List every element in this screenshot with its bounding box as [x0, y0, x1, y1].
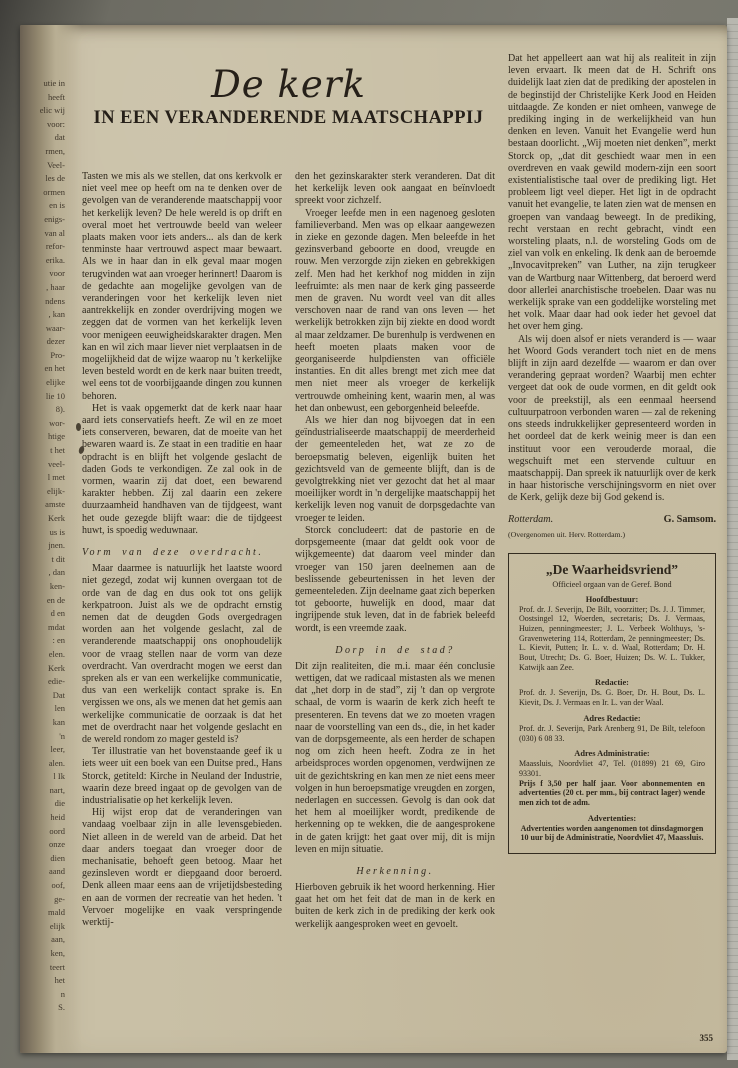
col1-intro — [82, 171, 282, 537]
ad-section-text: Prof. dr. J. Severijn, Park Arenberg 91, De Bilt, telefoon (030) 6 08 33. — [519, 723, 705, 743]
ink-mark — [76, 423, 81, 431]
paragraph: Maar daarmee is natuurlijk het laatste woord niet gezegd, zodat wij kunnen overgaan tot de orde van de dag en dus ook tot ons gelijk kerkpatroon. Juist als we de opdracht ernstig nemen dat de deugden Gods overgedragen worden aan het volgende geslacht, zal de veranderende maatschappij ons onophoudelijk voor de vraag stellen naar de vorm van deze overdracht. Van overdracht mogen we eerst dan spreken als er van een werkelijke communicatie, dus van een werkelijk contact sprake is. En vergissen we ons, als we menen dat het gemis aan werkelijke communicatie de oorzaak is dat het met de overdracht naar het volgende geslacht en de wereld rondom zo mager gesteld is? — [82, 563, 282, 745]
text-fragment: het — [54, 975, 65, 986]
text-fragment: ken- — [49, 580, 65, 591]
text-fragment: edie- — [48, 676, 65, 687]
spine-gutter — [20, 25, 82, 1053]
article-left-pane — [82, 53, 495, 931]
ad-section-text: Prof. dr. J. Severijn, De Bilt, voorzitter; Ds. J. J. Timmer, Oostsingel 12, Woerden, secretaris; Ds. J. Vermaas, Huizen, penningmeester; J. L. Verbeek Wolthuys, 's-Gravenwetering 114, Rotterdam, 2e penningmeester; Ds. L. Kievit, Putten; Ir. L. v. d. Waal, Rotterdam; Dr. H. Bout, Utrecht; Ds. G. Boer, Huizen; Ds. W. L. Tukker, Katwijk aan Zee. — [519, 604, 705, 672]
text-fragment: wor- — [49, 417, 65, 428]
column-2 — [295, 171, 495, 931]
text-fragment: Veel- — [47, 159, 65, 170]
ad-sections — [519, 595, 705, 844]
text-fragment: , haar — [46, 281, 65, 292]
text-fragment: n — [60, 988, 65, 999]
text-fragment: Kerk — [48, 513, 65, 523]
text-fragment: waar- — [45, 322, 65, 333]
ad-section-heading: Adres Administratie: — [574, 749, 650, 759]
page-number: 355 — [699, 1033, 713, 1043]
text-fragment: Kerk — [48, 662, 65, 673]
ad-section — [519, 814, 705, 843]
text-fragment: rmen, — [45, 145, 65, 156]
text-fragment: nart, — [49, 784, 65, 795]
text-fragment: elijk- — [47, 485, 65, 496]
text-fragment: , dan — [48, 567, 65, 578]
signature-place: Rotterdam. — [508, 513, 554, 525]
text-fragment: htige — [48, 431, 65, 442]
text-fragment: Pro- — [50, 349, 65, 360]
ad-section-text: Maassluis, Noordvliet 47, Tel. (01899) 21 69, Giro 93301. — [519, 759, 705, 778]
text-fragment: ge- — [54, 893, 65, 904]
ad-section-heading: Adres Redactie: — [583, 713, 641, 723]
text-fragment: 8). — [55, 404, 65, 415]
text-fragment: dien — [50, 852, 65, 863]
text-fragment: l met — [47, 472, 65, 483]
article — [82, 53, 716, 931]
ad-section-heading: Hoofdbestuur: — [585, 594, 639, 604]
previous-page-text-fragments — [20, 77, 65, 1015]
text-fragment: len — [54, 703, 65, 714]
col3-paragraphs — [508, 53, 716, 505]
paragraph: Vroeger leefde men in een nagenoeg gesloten familieverband. Men was op elkaar aangewezen in zieke en gezonde dagen. Men beleefde in het gezinsverband geboorte en dood, vreugde en rouw. Men verzorgde zijn zieken en gebrekkigen zelf. Men had het kerkhof nog midden in zijn leefruimte: als men naar de kerk ging passeerde men de graven. Nu wordt veel van dit alles verschoven naar de rand van ons leven — het werkelijk betrokken zijn bij ziekte en dood wordt al maar zeldzamer. De burenhulp is verdwenen en heeft moeten plaats maken voor de georganiseerde hulpdiensten van officiële instanties. En dit alles brengt met zich mee dat men niet meer als vroeger de kerkelijk vertrouwde omheining kent, waarin men, al was het dan onbewust, een geborgenheid beleefde. — [295, 207, 495, 414]
magazine-page — [20, 25, 727, 1053]
text-fragment: en is — [49, 200, 65, 211]
column-1 — [82, 171, 282, 931]
text-fragment: les de — [45, 173, 65, 184]
text-fragment: t het — [50, 445, 65, 456]
text-fragment: dat — [54, 132, 65, 143]
paragraph: Tasten we mis als we stellen, dat ons kerkvolk er niet veel mee op heeft om na te denken over de gevolgen van de veranderende maatschappij voor het kerkelijk leven? De hele wereld is op drift en overal moet het vertrouwde beeld van weleer plaats maken voor iets anders... als dan de kerk tenminste haar vertrouwd aspect maar bewaart. Als we in haar dan in elk geval maar mogen terugvinden wat aan vroeger herinnert! Daarom is de gedachte aan mogelijke gevolgen van de veranderingen voor het kerkelijk leven niet aantrekkelijk en zonder overdrijving mogen we zeggen dat de vormen van het kerkelijk leven voor menigeen eeuwigheidskarakter dragen. Men kan en wil zich maar liever niet verplaatsen in de mogelijkheid dat de wijze waarop nu 't kerkelijke leven besteld wordt en de kerk naar buiten treedt, wel eens tot de voorbijgaande dingen zou kunnen behoren. — [82, 171, 282, 402]
paragraph: Storck concludeert: dat de pastorie en de dorpsgemeente (maar dat geldt ook voor de wijkgemeente) dat daarom veel minder dan vroeger van 150 jaren deelnemen aan de beslissende gebeurtenissen in het leven der gemeenteleden. Zijn deelname gaat zich beperken tot geboorte, huwelijk en dood, maar dat ingrijpende stuk leven, dat in de fabriek beleefd wordt, is een vreemde zaak. — [295, 524, 495, 634]
text-fragment: onze — [48, 839, 65, 850]
attribution-note: (Overgenomen uit. Herv. Rotterdam.) — [508, 529, 626, 539]
ad-section — [519, 749, 705, 778]
text-fragment: enigs- — [44, 213, 65, 224]
text-fragment: veel- — [48, 458, 65, 469]
paragraph: Hierboven gebruik ik het woord herkenning. Hier gaat het om het feit dat de man in de kerk en buiten de kerk zich in de prediking der kerk ook werkelijk aangesproken weet en gevoelt. — [295, 881, 495, 930]
section-heading-vorm: Vorm van deze overdracht. — [82, 547, 264, 559]
paragraph: Het is vaak opgemerkt dat de kerk naar haar aard iets conservatiefs heeft. Ze wil en ze moet iets conserveren, bewaren, dat de moeite van het bewaren waard is. Ze staat in een traditie en haar opdracht is en blijft het volgende geslacht de daden Gods te verkondigen. Ze zal ook in de vormen, waarin zij dat doet, een bewarend karakter hebben. Zij zal daarin een zekere duurzaamheid handhaven van de tijdgeest, want het oude gezegde blijft waar: die de tijdgeest huwt, is spoedig weduwnaar. — [82, 402, 282, 536]
text-fragment: t dit — [51, 553, 65, 564]
ad-title: „De Waarheidsvriend” — [545, 561, 679, 577]
text-fragment: kan — [52, 716, 65, 727]
text-fragment: mdat — [48, 621, 65, 632]
paragraph: Als wij doen alsof er niets veranderd is — waar het Woord Gods verandert toch niet en de mens blijft in zijn aard dezelfde — waarom er dan over verandering gepraat worden? Waarbij men echter vergeet dat ook de oude vormen, en dit geldt ook voor de preekstijl, als een eenmaal heersend cultuurpatroon verbonden waren — zal de rekening ons steeds indrukkelijker gepresenteerd worden in het oordeel dat de kerk weinig meer is dan een instituut voor een verouderde moraal, die wegschuift met een stervende cultuur en maatschappij. Dan spreek ik natuurlijk over de kerk in haar historische verschijningsvorm en niet over de Kerk, gelijk deze bij God gekend is. — [508, 333, 716, 504]
paragraph: Als we hier dan nog bijvoegen dat in een geïndustrialiseerde maatschappij de meerderheid der gemeenteleden het, wat ze zo de beroepsmatig beleven, eigenlijk buiten het gezichtsveld van de gemeente blijft, dan is de gevolgtrekking niet ver gezocht dat het al maar moeilijker wordt in 'n dergelijke maatschappij het kerkelijk leven nog vanuit de dorpsgedachte van vroeger te leiden. — [295, 415, 495, 524]
text-fragment: Dat — [52, 689, 65, 700]
ad-section-text: Prijs f 3,50 per half jaar. Voor abonnementen en advertenties (20 ct. per mm., bij contract lager) wende men zich tot de adm. — [519, 778, 705, 808]
text-fragment: d en — [50, 608, 65, 619]
article-title — [82, 63, 495, 171]
advertisement-box — [508, 553, 716, 855]
text-fragment: dezer — [46, 336, 65, 347]
text-fragment: ndens — [45, 295, 65, 306]
text-fragment: van al — [44, 227, 65, 238]
paragraph: den het gezinskarakter sterk veranderen. Dat dit het kerkelijk leven ook aangaat en beïnvloedt spreekt voor zichzelf. — [295, 171, 495, 207]
section-heading-dorp: Dorp in de stad? — [335, 644, 455, 656]
text-fragment: utie in — [43, 78, 65, 88]
col1-rest — [82, 563, 282, 929]
two-column-body — [82, 171, 495, 931]
text-fragment: S. — [58, 1002, 65, 1013]
page-fore-edge — [727, 18, 738, 1060]
text-fragment: aand — [48, 866, 65, 877]
text-fragment: oord — [49, 825, 65, 836]
ad-section — [519, 678, 705, 707]
ad-section-text: Prof. dr. J. Severijn, Ds. G. Boer, Dr. H. Bout, Ds. L. Kievit, Ds. J. Vermaas en Ir. L. van der Waal. — [519, 688, 705, 708]
text-fragment: oof, — [51, 880, 65, 891]
text-fragment: elen. — [48, 648, 65, 659]
ad-section — [519, 595, 705, 673]
text-fragment: refor- — [45, 241, 65, 252]
article-title-script: De kerk — [211, 63, 366, 106]
text-fragment: en de — [46, 594, 65, 605]
ad-section-heading: Redactie: — [595, 678, 629, 688]
text-fragment: ormen — [43, 186, 65, 197]
text-fragment: lie 10 — [45, 390, 65, 401]
text-fragment: heeft — [48, 91, 65, 102]
text-fragment: , kan — [48, 309, 65, 320]
text-fragment: us is — [49, 526, 65, 537]
paragraph: Ter illustratie van het bovenstaande geef ik u iets weer uit een boek van een Duitse pred., Hans Storck, getiteld: Kirche in Neuland der Industrie, waarin deze breed ingaat op de gevolgen van de industrialisatie op het kerkelijk leven. — [82, 746, 282, 806]
text-fragment: erika. — [45, 254, 65, 265]
ad-section-heading: Advertenties: — [587, 813, 637, 823]
col2-top — [295, 171, 495, 635]
text-fragment: leer, — [50, 744, 65, 755]
ad-section-text: Advertenties worden aangenomen tot dinsdagmorgen 10 uur bij de Administratie, Noordvliet 47, Maassluis. — [520, 823, 704, 843]
text-fragment: l Ik — [53, 771, 65, 782]
section-heading-herkenning: Herkenning. — [356, 865, 434, 877]
text-fragment: elijk — [49, 920, 65, 931]
text-fragment: en het — [44, 363, 65, 374]
text-fragment: : en — [52, 635, 65, 646]
text-fragment: jnen. — [48, 540, 65, 551]
signature-row — [508, 514, 716, 525]
ad-section — [519, 779, 705, 808]
column-3 — [508, 53, 716, 931]
text-fragment: voor — [49, 268, 65, 279]
text-fragment: teert — [49, 961, 65, 972]
signature-name: G. Samsom. — [663, 513, 716, 525]
col2-end — [295, 882, 495, 931]
col2-mid — [295, 661, 495, 856]
paragraph: Dat het appelleert aan wat hij als realiteit in zijn leven ervaart. Ik meen dat de H. Schrift ons duidelijk laat zien dat de prediking der apostelen in de beginstijd der Christelijke Kerk Jood en Heiden uitdaagde. Ze konden er niet omheen, vanwege de prediking inging in de werkelijkheid van hun denken en leven. Vanuit het Evangelie werd hun bestaan doorlicht. „Wij moeten niet denken”, merkt Storck op, „dat dit geschiedt waar men in een overdreven en vaak gewild modern-zijn een soort existentialistische taal over de prediking ligt. Het probleem ligt veel dieper. Het ligt in de opdracht vanuit het evangelie, te laten zien wat de mensen en groepen van vandaag beweegt. In de prediking, recht verstaan en recht gebracht, vindt een worsteling plaats, n.l. de worsteling Gods om de ziel van volk en enkeling. Ik denk aan de beroemde „Invocavitpreken” van Luther, na zijn terugkeer van de Wartburg naar Wittenberg, dat beroerd werd door allerlei anarchistische troebelen. Daar was nu werkelijk sprake van een goddelijke worsteling met het volk. Maar daar had ook ieder het gevoel dat het over hem ging. — [508, 53, 716, 333]
text-fragment: mald — [48, 907, 65, 918]
text-fragment: die — [54, 798, 65, 809]
text-fragment: alen. — [48, 757, 65, 768]
paragraph: Hij wijst erop dat de veranderingen van vandaag voelbaar zijn in alle levensgebieden. Niet alleen in de wereld van de arbeid. Dat het daar anders toegaat dan vroeger door de mechanisatie, behoeft geen betoog. Maar het gezinsleven wordt er diepgaand door beroerd. Denk alleen maar eens aan de vrijetijdsbesteding en aan de vormen der recreatie van het heden. 't Vervoer mogelijke en vaak verspringende werktij- — [82, 807, 282, 928]
text-fragment: 'n — [59, 730, 65, 741]
text-fragment: amste — [45, 499, 65, 510]
text-fragment: heid — [50, 812, 65, 823]
text-fragment: voor: — [47, 118, 65, 129]
article-title-caps: IN EEN VERANDERENDE MAATSCHAPPIJ — [93, 108, 484, 128]
ad-section — [519, 714, 705, 743]
text-fragment: elic wij — [39, 105, 65, 116]
text-fragment: aan, — [51, 934, 65, 945]
text-fragment: ken, — [50, 948, 65, 958]
ad-subtitle: Officieel orgaan van de Geref. Bond — [552, 579, 672, 589]
paragraph: Dit zijn realiteiten, die m.i. maar één conclusie wettigen, dat we radicaal mistasten als we menen dat „het dorp in de stad”, zij 't dan op vergrote schaal, de vorm is waarin de kerk zich heeft te presenteren. En tevens dat we zo moeten vragen naar de voorstelling van een ds., die, in het kader van de dorpsgemeente, als een herder de schapen nog om zich heen heeft. Zodra ze in het arbeidsproces worden opgenomen, verdwijnen ze uit de gezichtskring en kan men ze niet eens meer volgen in hun beroepsmatige vreugden en zorgen, nederlagen en successen. Gevolg is dan ook dat het hem al moeilijker wordt, predikende de herkenning op te wekken, die de aangesprokene in de gaten krijgt: het gaat over mij, dit is mijn leven en mijn situatie. — [295, 660, 495, 855]
text-fragment: elijke — [46, 377, 65, 388]
